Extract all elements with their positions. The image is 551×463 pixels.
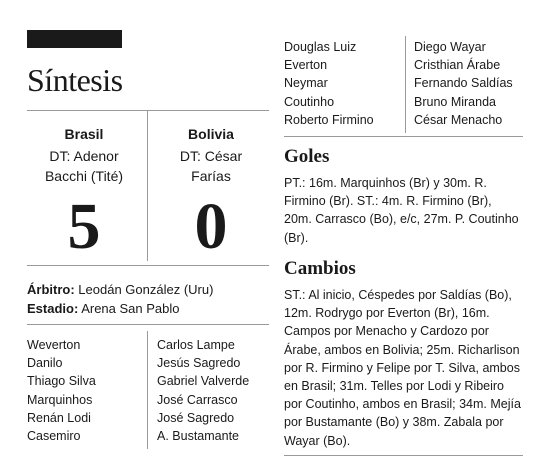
list-item: Neymar (284, 76, 328, 91)
list-item: Coutinho (284, 94, 335, 109)
brasil-lineup-cont (284, 38, 402, 129)
subs-title: Cambios (284, 258, 356, 279)
list-item: Cristhian Árabe (414, 58, 501, 73)
page-title: Síntesis (27, 62, 123, 98)
list-item: José Sagredo (157, 410, 235, 425)
divider-before-lineups (27, 324, 269, 325)
team-bolivia-coach-line1: DT: César (179, 148, 243, 164)
list-item: Douglas Luiz (284, 40, 357, 54)
team-brasil-name: Brasil (64, 126, 104, 142)
stadium-line (27, 299, 267, 318)
list-item: Gabriel Valverde (157, 374, 250, 389)
referee-line (27, 280, 267, 299)
team-brasil-score: 5 (67, 190, 101, 263)
stadium-label: Estadio: (27, 301, 79, 316)
bolivia-lineup-cont (414, 38, 532, 129)
referee-value: Leodán González (Uru) (78, 282, 214, 297)
list-item: César Menacho (414, 112, 503, 127)
list-item: José Carrasco (157, 392, 238, 407)
list-item: Weverton (27, 338, 81, 352)
divider-after-score (27, 265, 269, 266)
team-bolivia-name: Bolivia (188, 126, 234, 142)
goals-text: PT.: 16m. Marquinhos (Br) y 30m. R. Firmino (Br). ST.: 4m. R. Firmino (Br), 20m. Carrasco (Bo), e/c, 27m. P. Coutinho (Br). (284, 176, 519, 245)
list-item: Danilo (27, 356, 63, 371)
subs-text: ST.: Al inicio, Céspedes por Saldías (Bo), 12m. Rodrygo por Everton (Br), 16m. Campos por Menacho y Cardozo por Árabe, ambos en Bolivia; 25m. Richarlison por R. Firmino y Felipe por T. Silva, ambos en Brasil; 31m. Telles por Lodi y Ribeiro por Coutinho, ambos en Brasil; 34m. Mejía por Bustamante (Bo) y 38m. Zabala por Wayar (Bo). (284, 288, 521, 448)
list-item: Bruno Miranda (414, 94, 496, 109)
list-item: Carlos Lampe (157, 338, 235, 352)
divider-top (27, 110, 269, 111)
list-item: Diego Wayar (414, 40, 486, 54)
divider-before-goals (284, 136, 523, 137)
goals-title: Goles (284, 146, 330, 167)
list-item: Roberto Firmino (284, 112, 374, 127)
brasil-lineup-start (27, 336, 145, 445)
score-vertical-divider (147, 111, 148, 261)
list-item: Fernando Saldías (414, 76, 513, 91)
list-item: Jesús Sagredo (157, 356, 241, 371)
list-item: Renán Lodi (27, 410, 91, 425)
team-brasil-coach-line2: Bacchi (Tité) (44, 168, 124, 184)
header-black-bar (27, 30, 122, 48)
list-item: Casemiro (27, 429, 81, 444)
team-bolivia-score: 0 (194, 190, 228, 263)
list-item: Thiago Silva (27, 374, 96, 389)
team-bolivia-coach-line2: Farías (191, 168, 231, 184)
lineup-cont-vertical-divider (405, 36, 406, 133)
stadium-value: Arena San Pablo (81, 301, 180, 316)
list-item: Marquinhos (27, 392, 93, 407)
team-brasil-coach-line1: DT: Adenor (49, 148, 119, 164)
lineup-vertical-divider (147, 331, 148, 449)
bolivia-lineup-start (157, 336, 271, 445)
divider-bottom (284, 455, 523, 456)
list-item: A. Bustamante (157, 429, 239, 444)
referee-label: Árbitro: (27, 282, 75, 297)
list-item: Everton (284, 58, 328, 73)
